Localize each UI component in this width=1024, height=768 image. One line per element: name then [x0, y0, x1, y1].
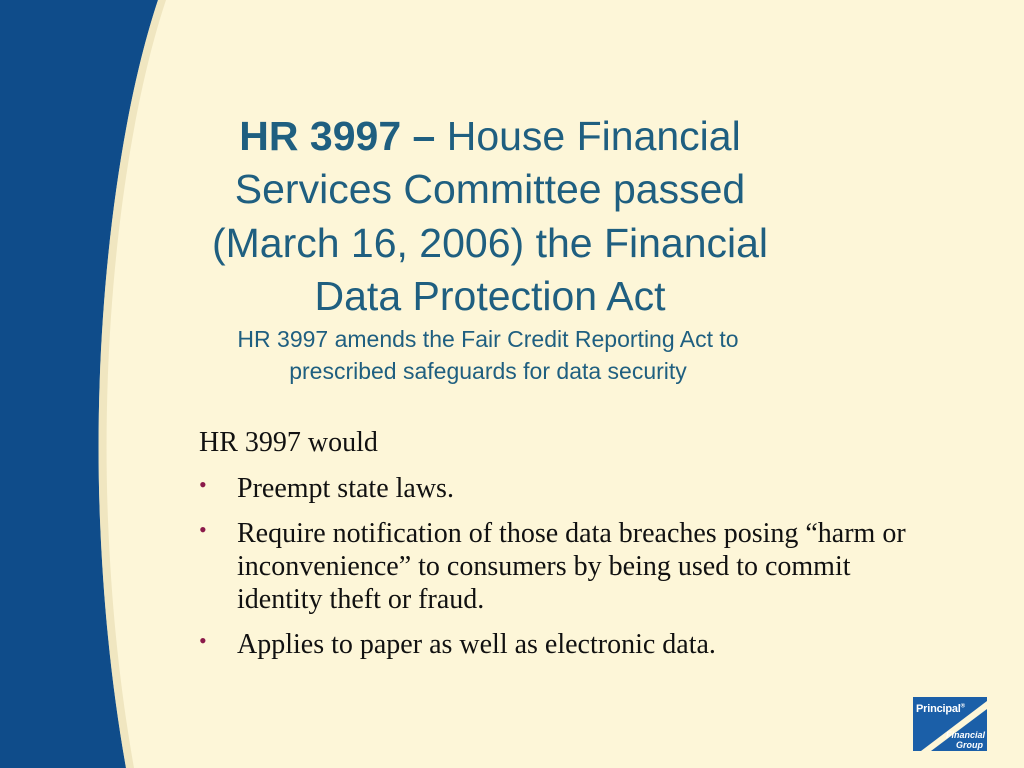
slide-body [199, 426, 939, 673]
slide-subtitle: HR 3997 amends the Fair Credit Reporting Act to prescribed safeguards for data security [237, 326, 739, 384]
slide-title [190, 110, 790, 323]
bullet-text: Applies to paper as well as electronic data. [237, 629, 716, 661]
title-rest: House Financial Services Committee passed (March 16, 2006) the Financial Data Protection Act [211, 113, 769, 319]
logo-text-group: Group [956, 740, 983, 750]
bullet-item [199, 517, 917, 616]
bullet-text: Preempt state laws. [237, 473, 454, 505]
logo-text-principal: Principal® [916, 703, 965, 715]
bullet-item [199, 628, 917, 661]
bullet-icon: • [199, 517, 207, 543]
bullet-text: Require notification of those data breaches posing “harm or inconvenience” to consumers by being used to commit identity theft or fraud. [237, 518, 906, 616]
title-bold-lead: HR 3997 – [239, 113, 436, 159]
logo-text-financial: Financial [945, 730, 985, 740]
bullet-list [199, 472, 939, 661]
bullet-item [199, 472, 917, 505]
body-intro: HR 3997 would [199, 427, 378, 458]
bullet-icon: • [199, 628, 207, 654]
principal-financial-logo [913, 697, 987, 751]
bullet-icon: • [199, 472, 207, 498]
